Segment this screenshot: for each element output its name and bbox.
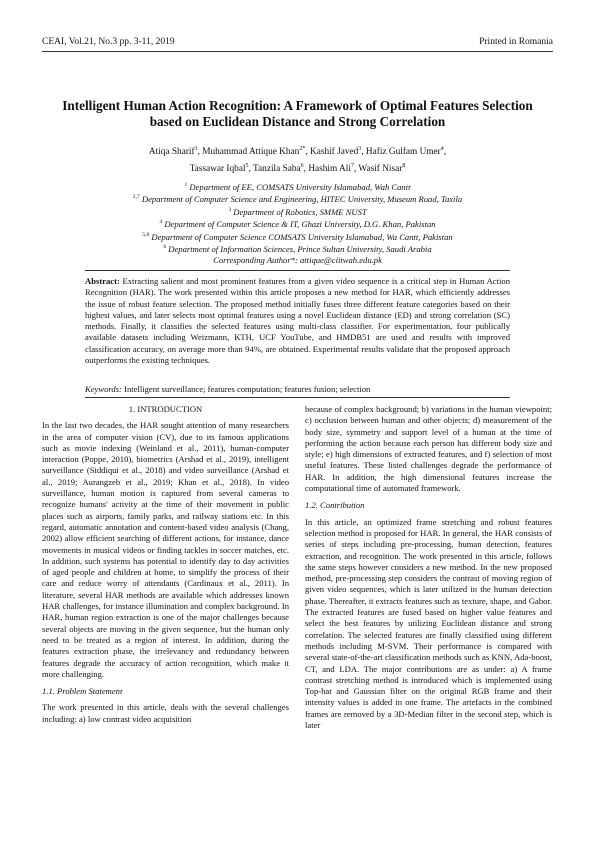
header-rule — [42, 51, 553, 52]
problem-statement-paragraph: The work presented in this article, deals with the several challenges including: a) low contrast video acquisition — [42, 702, 289, 724]
affiliation: $^6$ Department of Information Sciences, Prince Sultan University, Saudi Arabia — [163, 244, 432, 255]
abstract — [85, 276, 510, 366]
running-header — [42, 37, 553, 47]
author-name: Tanzila Saba — [253, 163, 301, 174]
author-sup: 3 — [358, 146, 362, 152]
title-line-2: based on Euclidean Distance and Strong Correlation — [149, 114, 446, 129]
right-column — [305, 404, 552, 731]
author-sup: 5 — [245, 162, 249, 169]
left-column — [42, 404, 289, 725]
author-list — [30, 143, 565, 176]
author-name: Hafiz Gulfam Umer — [365, 147, 441, 158]
author-sup: 2* — [299, 146, 306, 152]
journal-citation: CEAI, Vol.21, No.3 pp. 3-11, 2019 — [42, 37, 175, 47]
affiliation: $^3$ Department of Robotics, SMME NUST — [228, 206, 367, 217]
keywords-label: Keywords: — [85, 384, 122, 394]
author-line-1: Atiqa Sharif$^1$, Muhammad Attique Khan$^{2*}$, Kashif Javed$^3$, Hafiz Gulfam Umer$^4$, — [148, 146, 447, 158]
abstract-text: Extracting salient and most prominent features from a given video sequence is a critical step in Human Action Recognition (HAR). The work presented within this article proposes a new method for HAR, which efficiently addresses the issue of robust feature selection. The proposed method initially fuses three different feature categories based on their highest values, and later selects most optimal features using a novel Euclidean distance (ED) and strong correlation (SC) methods. Finally, it classifies the selected features using multi-class classifier. For experimentation, four publically available datasets including Weizmann, KTH, UCF YouTube, and HMDB51 are used and results with improved classification accuracy, on average more than 94%, are obtained. Experimental results validate that the proposed approach outperforms the existing techniques. — [85, 276, 510, 366]
title-line-1: Intelligent Human Action Recognition: A Framework of Optimal Features Selection — [62, 98, 533, 113]
contribution-paragraph: In this article, an optimized frame stretching and robust features selection method is proposed for HAR. In general, the HAR consists of series of steps including pre-processing, human detection, features extraction, and recognition. The work presented in this article, follows the same steps however considers a new method. In the new proposed method, pre-processing step considers the contrast of moving region of given video sequences, which is later utilized in the human detection phase. Thereafter, it extracts features such as texture, shape, and Gabor. The extracted features are fused based on higher value features and select the best features by utilizing Euclidean distance and strong correlation. The selected features are finally classified using different methods including M-SVM. Their performance is compared with several state-of-the-art classification methods such as KNN, Ada-boost, CT, and LDA. The major contributions are as under: a) A frame contrast stretching method is introduced which is implemented using Top-hat and Gaussian filter on the original RGB frame and their intensity values is added in one frame. The artefacts in the combined frames are removed by a 3D-Median filter in the second step, which is later — [305, 516, 552, 731]
author-name: Wasif Nisar — [358, 163, 403, 174]
author-line-2: Tassawar Iqbal$^5$, Tanzila Saba$^6$, Hashim Ali$^7$, Wasif Nisar$^8$ — [189, 162, 406, 174]
affiliation: $^1$ Department of EE, COMSATS University Islamabad, Wah Cantt — [184, 181, 411, 192]
abstract-rule-bottom — [85, 397, 510, 398]
abstract-label: Abstract: — [85, 276, 120, 286]
printed-in: Printed in Romania — [479, 37, 553, 47]
paper-title — [30, 98, 565, 130]
affiliation: $^{5,8}$ Department of Computer Science COMSATS University Islamabad, Wa Cantt, Pakistan — [142, 231, 453, 242]
keywords-text: Intelligent surveillance; features computation; features fusion; selection — [124, 384, 371, 394]
author-sup: 8 — [402, 162, 406, 169]
subsection-heading-problem-statement: 1.1. Problem Statement — [42, 686, 123, 697]
author-name: Muhammad Attique Khan — [202, 147, 300, 158]
author-name: Tassawar Iqbal — [189, 163, 246, 174]
author-name: Hashim Ali — [308, 163, 351, 174]
subsection-heading-contribution: 1.2. Contribution — [305, 500, 365, 511]
corresponding-author: Corresponding Author*: attique@ciitwah.edu.pk — [213, 254, 382, 265]
introduction-paragraph: In the last two decades, the HAR sought attention of many researchers in the area of computer vision (CV), due to its famous applications such as movie indexing (Weinland et al., 2011), human-computer interaction (Poppe, 2010), biometrics (Arshad et al., 2019), intelligent surveillance (Siddiqui et al., 2018) and video surveillance (Arshad et al., 2019; Aurangzeb et al., 2019; Khan et al., 2018). In video surveillance, human motion is captured from several cameras to recognize humans' activity at the time of their movement in public places such as airports, family parks, and railway stations etc. In this regard, automatic annotation and content-based video analysis (Chang, 2002) allow efficient searching of different actions, for instance, dance movements in musical videos or finding tackles in soccer matches, etc. In addition, such systems has potential to identify day to day activities of aged people and children at home, to simplify the process of their care and reduce worry of attendants (Cardinaux et al., 2011). In literature, several HAR methods are available which addresses known HAR challenges, for instance illumination and complex background. In HAR, human region extraction is one of the major challenges because several objects are moving in the given sequence, but the human only need to be treated as a region of interest. In addition, during the features extraction phase, the irrelevancy and redundancy between features degrade the accuracy of action recognition, which make it more challenging. — [42, 420, 289, 679]
author-sup: 7 — [350, 162, 354, 169]
affiliation: $^{2,7}$ Department of Computer Science and Engineering, HITEC University, Museum Road, Taxila — [132, 194, 463, 205]
keywords — [85, 384, 510, 395]
author-sup: 6 — [300, 162, 304, 169]
affiliation: $^4$ Department of Computer Science & IT, Ghazi University, D.G. Khan, Pakistan — [159, 219, 436, 230]
author-name: Atiqa Sharif — [148, 147, 195, 158]
author-name: Kashif Javed — [309, 147, 359, 158]
author-sup: 4 — [440, 146, 444, 152]
affiliations — [30, 180, 565, 265]
challenges-paragraph: because of complex background; b) variations in the human viewpoint; c) occlusion between human and other objects; d) measurement of the body size, symmetry and support level of a human at the time of performing the action because each person has different body size and style; e) high dimensions of extracted features, and f) selection of most useful features. These listed challenges degrade the performance of HAR. In addition, the high dimensional features increase the computational time of automated framework. — [305, 404, 552, 494]
author-sup: 1 — [194, 146, 198, 152]
abstract-rule-top — [85, 270, 510, 271]
section-heading-introduction: 1. INTRODUCTION — [128, 404, 203, 414]
